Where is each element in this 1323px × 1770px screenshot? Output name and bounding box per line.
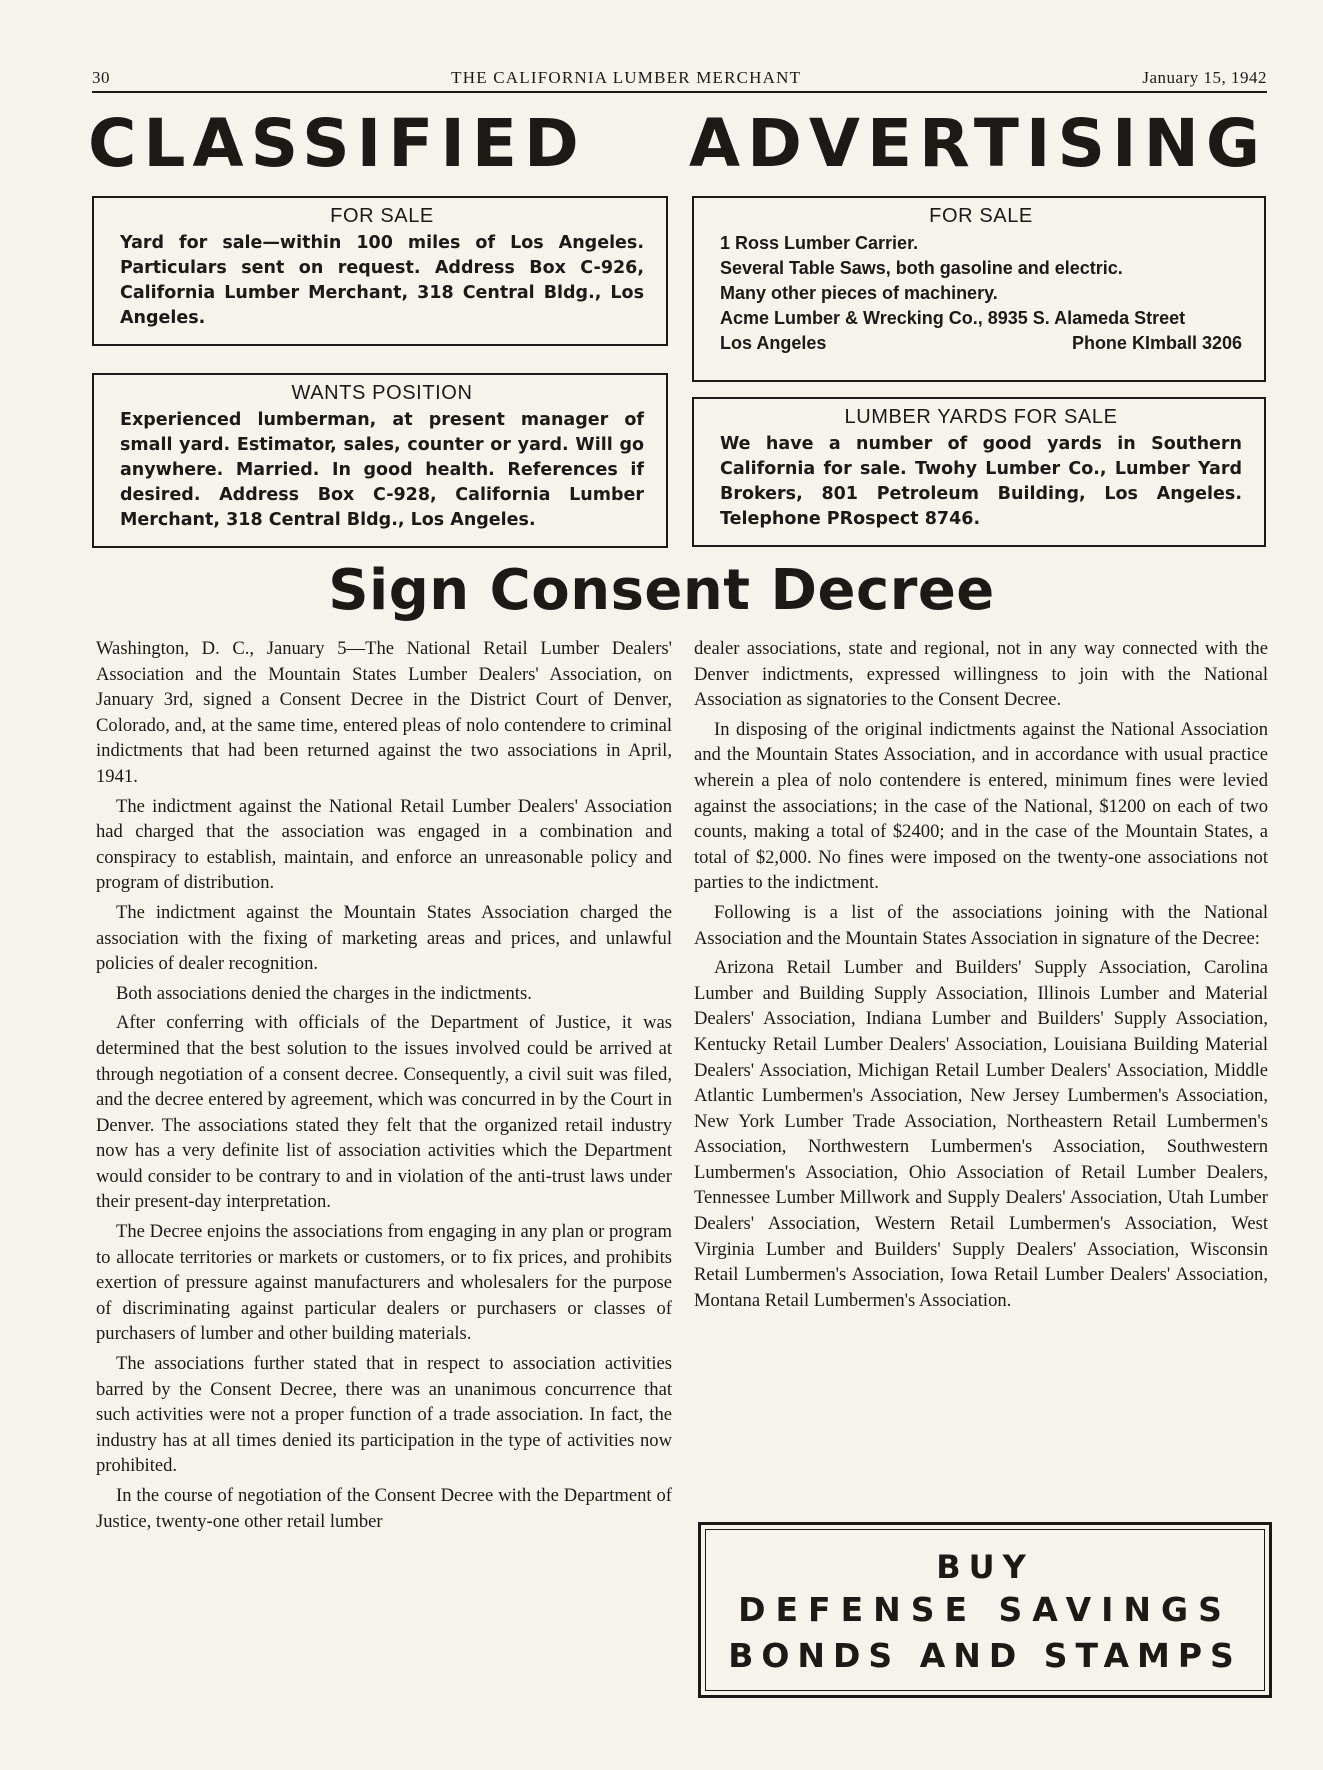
defense-bonds-ad (698, 1522, 1272, 1698)
article-paragraph: The indictment against the National Retail Lumber Dealers' Association had charged that the association was engaged in a combination and conspiracy to establish, maintain, and enforce an unreasonable policy and program of distribution. (96, 795, 672, 894)
article-paragraph: In the course of negotiation of the Consent Decree with the Department of Justice, twenty-one other retail lumber (96, 1485, 672, 1532)
ad-text: Experienced lumberman, at present manager of small yard. Estimator, sales, counter or yard. Will go anywhere. Married. In good health. References if desired. Address Box C-928, California Lumber Merchant, 318 Central Bldg., Los Angeles. (120, 410, 644, 530)
article-paragraph: Arizona Retail Lumber and Builders' Supply Association, Carolina Lumber and Building Supply Association, Illinois Lumber and Material Dealers' Association, Indiana Lumber and Builders' Supply Association, Kentucky Retail Lumber Dealers' Association, Louisiana Building Material Dealers' Association, Michigan Retail Lumber Dealers' Association, Middle Atlantic Lumbermen's Association, New Jersey Lumbermen's Association, New York Lumber Trade Association, Northeastern Retail Lumbermen's Association, Northwestern Lumbermen's Association, Southwestern Lumbermen's Association, Ohio Association of Retail Lumber Dealers, Tennessee Lumber Millwork and Supply Dealers' Association, Utah Lumber Dealers' Association, Western Retail Lumbermen's Association, West Virginia Lumber and Builders' Supply Dealers' Association, Wisconsin Retail Lumbermen's Association, Iowa Retail Lumber Dealers' Association, Montana Retail Lumbermen's Association. (694, 957, 1268, 1311)
article-paragraph: The associations further stated that in respect to association activities barred by the Consent Decree, there was an unanimous concurrence that such activities were not a proper function of a trade association. In fact, the industry has at all times denied its participation in the type of activities now prohibited. (96, 1353, 672, 1477)
bonds-line-1: BUY (936, 1548, 1034, 1586)
ad-for-sale-yard (92, 196, 668, 346)
article-paragraph: Washington, D. C., January 5—The National Retail Lumber Dealers' Association and the Mountain States Lumber Dealers' Association, on January 3rd, signed a Consent Decree in the District Court of Denver, Colorado, and, at the same time, entered pleas of nolo contendere to criminal indictments that had been returned against the two associations in April, 1941. (96, 638, 672, 787)
ad-for-sale-machinery (692, 196, 1266, 382)
article-paragraph: The Decree enjoins the associations from engaging in any plan or program to allocate territories or markets or customers, or to fix prices, and prohibits exertion of pressure against manufacturers and wholesalers for the purpose of discriminating against particular dealers or purchasers or classes of purchasers of lumber and other building materials. (96, 1221, 672, 1345)
article-paragraph: dealer associations, state and regional, not in any way connected with the Denver indictments, expressed willingness to join with the National Association as signatories to the Consent Decree. (694, 638, 1268, 711)
running-header (92, 68, 1267, 88)
ad-contact-line (720, 331, 1242, 356)
ad-heading: LUMBER YARDS FOR SALE (844, 406, 1118, 428)
article-paragraph: The indictment against the Mountain States Association charged the association with the fixing of marketing areas and prices, and unlawful policies of dealer recognition. (96, 901, 672, 975)
ad-line: Several Table Saws, both gasoline and electric. (720, 258, 1123, 278)
issue-date: January 15, 1942 (1142, 68, 1267, 87)
ad-lumber-yards-for-sale (692, 397, 1266, 547)
article-paragraph: After conferring with officials of the Department of Justice, it was determined that the best solution to the issues involved could be arrived at through negotiation of a consent decree. Consequently, a civil suit was filed, and the decree entered by agreement, which was concurred in by the Court in Denver. The associations stated they felt that the organized retail industry now has a very definite list of association activities which the Department would consider to be contrary to and in violation of the anti-trust laws under their present-day interpretation. (96, 1012, 672, 1213)
bonds-line-3: BONDS AND STAMPS (728, 1636, 1242, 1675)
ad-line: 1 Ross Lumber Carrier. (720, 233, 919, 253)
ad-heading: FOR SALE (929, 205, 1033, 227)
article-column-left (96, 636, 672, 1538)
article-paragraph: Both associations denied the charges in the indictments. (116, 982, 532, 1004)
page-number: 30 (92, 68, 110, 87)
ad-heading: FOR SALE (330, 205, 434, 227)
ad-city: Los Angeles (720, 333, 827, 353)
article-paragraph: In disposing of the original indictments against the National Association and the Mountain States Association, and in accordance with usual practice wherein a plea of nolo contendere is entered, minimum fines were levied against the associations; in the case of the National, $1200 on each of two counts, making a total of $2400; and in the case of the Mountain States, a total of $2,000. No fines were imposed on the twenty-one associations not parties to the indictment. (694, 718, 1268, 894)
ad-phone: Phone KImball 3206 (1071, 333, 1242, 353)
ad-wants-position (92, 373, 668, 548)
ad-line: Many other pieces of machinery. (720, 283, 998, 303)
ad-text: Yard for sale—within 100 miles of Los Angeles. Particulars sent on request. Address Box C-926, California Lumber Merchant, 318 Central Bldg., Los Angeles. (120, 233, 644, 328)
header-rule (92, 91, 1267, 93)
article-column-right (694, 636, 1268, 1317)
article-paragraph: Following is a list of the associations joining with the National Association and the Mountain States Association in signature of the Decree: (694, 901, 1268, 949)
ad-line: Acme Lumber & Wrecking Co., 8935 S. Alameda Street (720, 308, 1186, 328)
publication-name: THE CALIFORNIA LUMBER MERCHANT (451, 68, 802, 87)
section-title-word-1: CLASSIFIED (88, 105, 586, 182)
section-title (88, 104, 1267, 184)
article-title: Sign Consent Decree (328, 558, 995, 623)
ad-heading: WANTS POSITION (291, 382, 473, 404)
bonds-line-2: DEFENSE SAVINGS (738, 1590, 1232, 1629)
bonds-inner-border (705, 1529, 1265, 1691)
section-title-word-2: ADVERTISING (689, 105, 1267, 182)
ad-text: We have a number of good yards in Southern California for sale. Twohy Lumber Co., Lumber Yard Brokers, 801 Petroleum Building, Los Angeles. Telephone PRospect 8746. (720, 434, 1242, 529)
